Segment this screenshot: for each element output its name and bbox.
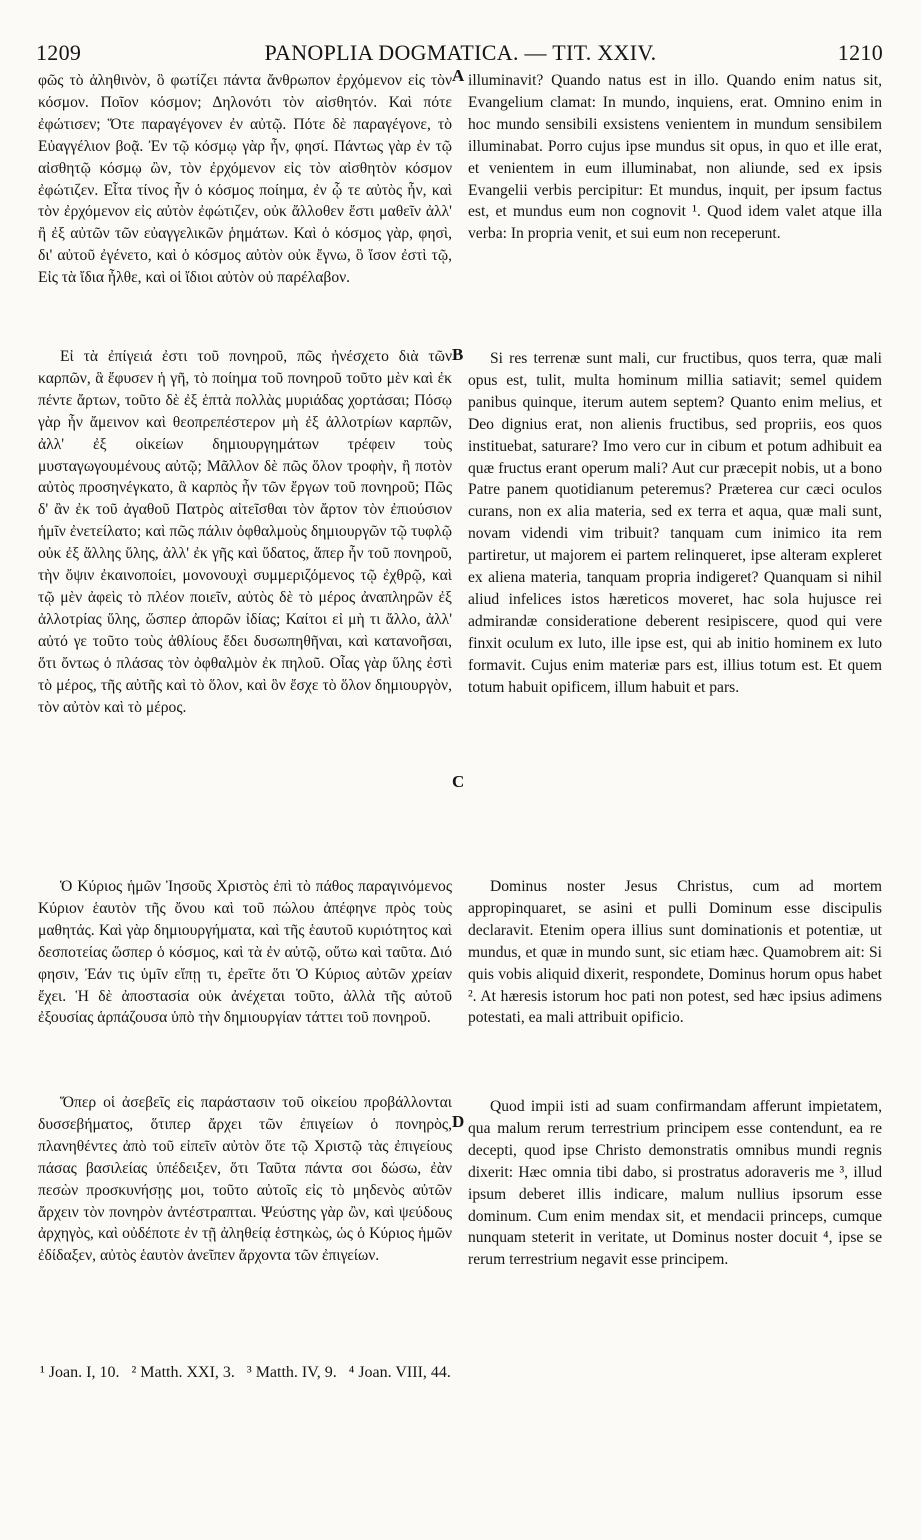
greek-block-c bbox=[38, 876, 452, 1029]
greek-block-d bbox=[38, 1092, 452, 1267]
page-number-left: 1209 bbox=[36, 40, 82, 65]
margin-letter-c: C bbox=[452, 772, 465, 791]
running-title: PANOPLIA DOGMATICA. — TIT. XXIV. bbox=[264, 40, 657, 65]
latin-paragraph-4: Quod impii isti ad suam confirmandam afferunt impietatem, qua malum rerum terrestrium principem esse contendunt, ea re decepti, quod ipse Christo demonstratis omnibus mundi regnis dixerit: Hæc omnia tibi dabo, si prostratus adoraveris me ³, illud ipsum deberet illis indicare, malum nullius ipsorum esse dominum. Cum enim mendax sit, et mendacii princeps, cumque nunquam steterit in veritate, ut Dominus noster docuit ⁴, ipse se rerum terrestrium negavit esse principem. bbox=[468, 1098, 882, 1269]
greek-paragraph-2: Εἰ τὰ ἐπίγειά ἐστι τοῦ πονηροῦ, πῶς ἠνέσχετο διὰ τῶν καρπῶν, ἃ ἔφυσεν ἡ γῆ, τὸ ποίημα τοῦ πονηροῦ τοῦτο μὲν καὶ ἐκ πέντε ἄρτων, τοῦτο δὲ ἐξ ἑπτὰ πολλὰς μυριάδας χορτάσαι; Πόσῳ γὰρ ἦν ἄμεινον καὶ θεοπρεπέστερον μὴ ἐξ ἀλλοτρίων καρπῶν, ἀλλ' ἐξ οἰκείων δημιουργημάτων τρέφειν τοὺς μυσταγωγουμένους αὐτῷ; Μᾶλλον δὲ πῶς ὅλον τροφὴν, ἢ ποτὸν αὐτὸς προσηνέγκατο, ἃ καρπὸς ἦν τῶν ἔργων τοῦ πονηροῦ; Πῶς δ' ἂν ἐκ τοῦ ἀγαθοῦ Πατρὸς αἰτεῖσθαι τὸν ἄρτον τὸν ἐπιούσιον ἡμῖν ἐνετείλατο; καὶ πῶς πάλιν ὀφθαλμοὺς δημιουργῶν τῷ τυφλῷ οὐκ ἐξ ἄλλης ὕλης, ἀλλ' ἐκ γῆς καὶ ὕδατος, ἅπερ ἦν τοῦ πονηροῦ, τὴν ὄψιν ἐκαινοποίει, μονονουχὶ συμμεριζόμενος τῷ ἐχθρῷ, καὶ τῷ μὲν ἀφεὶς τὸ πλέον ποιεῖν, αὐτὸς δὲ τὸ μέρος ἀναπληρῶν ἐξ ἀλλοτρίας ὕλης, ὥσπερ ἀπορῶν ἰδίας; Καίτοι εἰ μὴ τι ἄλλο, ἀλλ' αὐτό γε τοῦτο τοὺς ἀθλίους ἔδει δυσωπηθῆναι, καὶ κατανοῆσαι, ὅτι ὄντως ὁ πλάσας τὸν ὀφθαλμὸν ἐκ πηλοῦ. Οἷας γὰρ ὕλης ἐστὶ τὸ μέρος, τῆς αὐτῆς καὶ τὸ ὅλον, καὶ ὃν ἔσχε τὸ ὅλον δημιουργὸν, τὸν αὐτὸν καὶ τὸ μέρος. bbox=[38, 348, 452, 716]
greek-paragraph-1: φῶς τὸ ἀληθινὸν, ὃ φωτίζει πάντα ἄνθρωπον ἐρχόμενον εἰς τὸν κόσμον. Ποῖον κόσμον; Δηλονότι τὸν αἰσθητόν. Καὶ πότε ἐφώτισεν; Ὅτε παραγέγονεν ἐν αὐτῷ. Πότε δὲ παραγέγονε, τὸ Εὐαγγέλιον βοᾷ. Ἐν τῷ κόσμῳ γὰρ ἦν, φησί. Πάντως γὰρ ἐν τῷ αἰσθητῷ κόσμῳ ὢν, τὸν ἐρχόμενον εἰς τὸν αἰσθητὸν κόσμον ἐφώτιζεν. Εἶτα τίνος ἦν ὁ κόσμος ποίημα, ἐν ᾧ τε αὐτὸς ἦν, καὶ τὸν ἐρχόμενον εἰς αὐτὸν ἐφώτιζεν, οὐκ ἄλλοθεν ἔστι μαθεῖν ἀλλ' ἢ ἐξ αὐτῶν τῶν εὐαγγελικῶν ῥημάτων. Καὶ ὁ κόσμος γὰρ, φησὶ, δι' αὐτοῦ ἐγένετο, καὶ ὁ κόσμος αὐτὸν οὐκ ἔγνω, ὃ ἴσον ἐστὶ τῷ, Εἰς τὰ ἴδια ἦλθε, καὶ οἱ ἴδιοι αὐτὸν οὐ παρέλαβον. bbox=[38, 72, 452, 287]
greek-paragraph-4: Ὅπερ οἱ ἀσεβεῖς εἰς παράστασιν τοῦ οἰκείου προβάλλονται δυσσεβήματος, ὅτιπερ ἄρχει τῶν ἐπιγείων ὁ πονηρὸς, πλανηθέντες ἀπὸ τοῦ εἰπεῖν αὐτὸν ὅτε τῷ Χριστῷ τὰς ἐπιγείους πάσας βασιλείας ὑπέδειξεν, ὅτι Ταῦτα πάντα σοι δώσω, ἐὰν πεσὼν προσκυνήσῃς μοι, τοῦτο αὐτοῖς εἰς τὸ μηδενὸς αὐτῶν ἄρχειν τὸν πονηρὸν ἀντέστραπται. Ψεύστης γὰρ ὢν, καὶ ψεύδους ἀρχηγὸς, καὶ οὐδέποτε ἐν τῇ ἀληθείᾳ ἑστηκὼς, ὡς ὁ Κύριος ἡμῶν ἐδίδαξεν, αὐτὸς ἑαυτὸν ἀνεῖπεν ἄρχοντα τῶν ἐπιγείων. bbox=[38, 1094, 452, 1265]
page-header bbox=[30, 40, 891, 68]
latin-block-d bbox=[468, 1096, 882, 1271]
margin-letter-a: A bbox=[452, 66, 465, 85]
latin-block-b bbox=[468, 348, 882, 699]
page-number-right: 1210 bbox=[837, 40, 883, 65]
greek-block-a bbox=[38, 70, 452, 289]
latin-paragraph-3: Dominus noster Jesus Christus, cum ad mortem appropinquaret, se asini et pulli Dominum esse discipulis declaravit. Etenim opera illius sunt dominationis et potentiæ, ut mundus, et quæ in mundo sunt, sic etiam hæc. Quamobrem ait: Si quis vobis aliquid dixerit, respondete, Dominus horum opus habet ². At hæresis istorum hoc pati non potest, sed hæc ipsius adimens potestati, ea mali attribuit opificio. bbox=[468, 878, 882, 1027]
greek-paragraph-3: Ὁ Κύριος ἡμῶν Ἰησοῦς Χριστὸς ἐπὶ τὸ πάθος παραγινόμενος Κύριον ἑαυτὸν τῆς ὄνου καὶ τοῦ πώλου ἀπέφηνε πρὸς τοὺς μαθητάς. Καὶ γὰρ δημιουργήματα, καὶ τῆς ἑαυτοῦ κυριότητος καὶ δεσποτείας ὥσπερ ὁ κόσμος, καὶ τὰ ἐν αὐτῷ, οὕτω καὶ ταῦτα. Διό φησιν, Ἐάν τις ὑμῖν εἴπῃ τι, ἐρεῖτε ὅτι Ὁ Κύριος αὐτῶν χρείαν ἔχει. Ἡ δὲ ἀποστασία οὐκ ἀνέχεται τοῦτο, ἀλλὰ τῆς αὐτοῦ ἐξουσίας ἁρπάζουσα ὑπὸ τὴν δημιουργίαν τάττει τοῦ πονηροῦ. bbox=[38, 878, 452, 1027]
margin-letter-d: D bbox=[452, 1112, 465, 1131]
latin-block-c bbox=[468, 876, 882, 1029]
latin-paragraph-1: illuminavit? Quando natus est in illo. Quando enim natus sit, Evangelium clamat: In mundo, inquiens, erat. Omnino enim in hoc mundo sensibili exsistens venientem in mundum sensibilem illuminabat. Porro cujus ipse mundus sit opus, in quo et ille erat, et venientem in eum illuminabat, non aliunde, sed ex ipsis Evangelii verbis percipitur: Et mundus, inquit, per ipsum factus est, et mundus eum non cognovit ¹. Quod idem valet atque illa verba: In propria venit, et sui eum non receperunt. bbox=[468, 72, 882, 243]
greek-block-b bbox=[38, 346, 452, 718]
latin-paragraph-2: Si res terrenæ sunt mali, cur fructibus, quos terra, quæ mali opus est, tulit, multa hominum millia satiavit; semel quidem panibus quinque, iterum autem septem? Quanto enim melius, et Deo dignius erat, non alienis fructibus, sed propriis, eos quos instituebat, saturare? Imo vero cur in cibum et potum adhibuit ea quæ fructus erant operum mali? Aut cur præcepit nobis, ut a bono Patre panem quotidianum peteremus? Præterea cur cæci oculos curans, non ex alia materia, sed ex terra et aqua, quæ mali sunt, novam videndi vim tribuit? tanquam cum inimico ita rem partiretur, ut majorem ei partem relinqueret, ipse alteram expleret ex aliena materia, tanquam propria indigeret? Quanquam si nihil aliud infelices istos hæreticos moveret, hac sola hujusce rei admirandæ consideratione deberent resipiscere, quod qui vere finxit oculum ex luto, ille ipse est, qui ab initio hominem ex luto formavit. Cujus enim materiæ pars est, illius totum est. Et quem totum habuit opificem, illum habuit et pars. bbox=[468, 350, 882, 696]
footnotes: ¹ Joan. I, 10. ² Matth. XXI, 3. ³ Matth. IV, 9. ⁴ Joan. VIII, 44. bbox=[40, 1364, 451, 1381]
margin-letter-b: B bbox=[452, 345, 464, 364]
latin-block-a bbox=[468, 70, 882, 245]
